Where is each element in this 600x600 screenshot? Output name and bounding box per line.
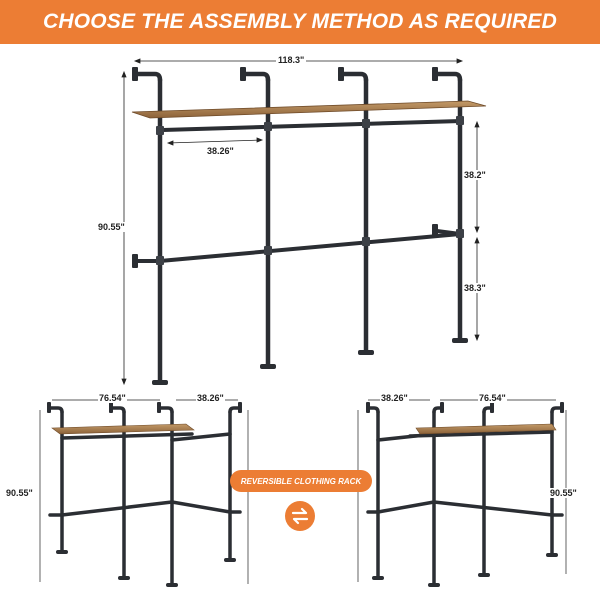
main-wood-shelf — [132, 101, 486, 118]
swap-arrows-icon — [285, 501, 315, 531]
right-side-width-label: 38.26" — [381, 393, 408, 403]
main-joints — [156, 116, 464, 265]
main-lower-rail — [160, 234, 460, 261]
main-top-elbows — [137, 74, 460, 80]
right-config-rack — [366, 402, 564, 587]
left-config-rack — [47, 402, 242, 587]
main-width-label: 118.3" — [278, 55, 305, 65]
left-front-width-label: 76.54" — [99, 393, 126, 403]
main-top-rail — [163, 121, 461, 130]
main-rack — [132, 67, 486, 385]
right-front-width-label: 76.54" — [479, 393, 506, 403]
reversible-badge-label: REVERSIBLE CLOTHING RACK — [240, 476, 362, 486]
header-title: CHOOSE THE ASSEMBLY METHOD AS REQUIRED — [43, 10, 557, 33]
left-height-label: 90.55" — [6, 488, 33, 498]
reversible-badge — [230, 470, 372, 492]
right-height-label: 90.55" — [550, 488, 577, 498]
main-lower-section-label: 38.3" — [464, 283, 486, 293]
main-wall-flanges — [132, 67, 438, 268]
main-feet — [152, 338, 468, 385]
left-side-width-label: 38.26" — [197, 393, 224, 403]
main-bay-label: 38.26" — [207, 146, 234, 156]
main-height-label: 90.55" — [98, 222, 125, 232]
main-upper-section-label: 38.2" — [464, 170, 486, 180]
